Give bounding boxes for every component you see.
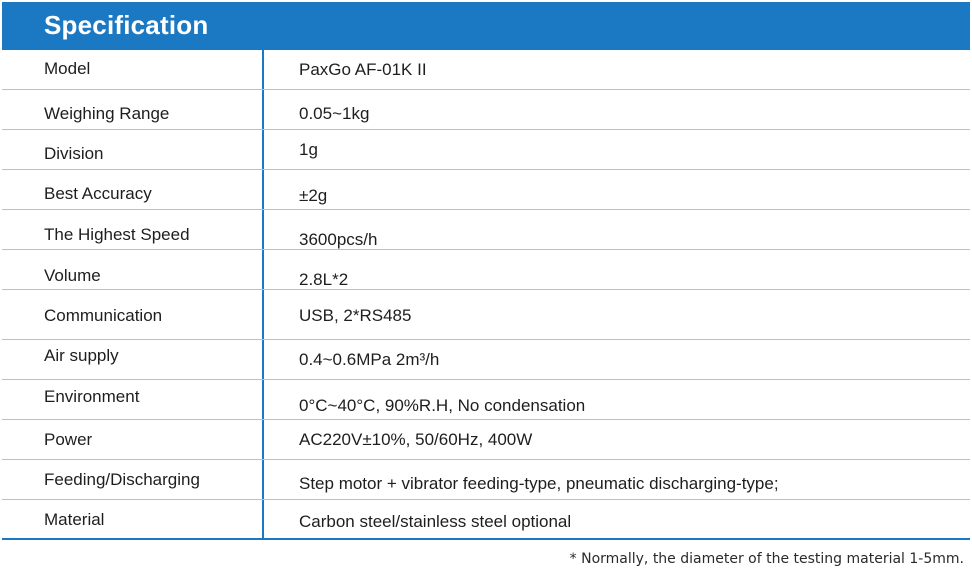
spec-value: 1g [299,140,318,159]
spec-label: Communication [44,306,163,325]
spec-value: USB, 2*RS485 [299,306,412,325]
spec-label: Feeding/Discharging [44,470,200,489]
spec-value: 2.8L*2 [299,270,349,289]
spec-value: 3600pcs/h [299,230,378,249]
spec-row-material [2,500,970,540]
spec-label: Power [44,430,93,449]
spec-label: Environment [44,387,140,406]
spec-row-communication [2,300,970,340]
spec-row-best-accuracy [2,170,970,210]
spec-row-weighing-range [2,90,970,130]
spec-label: Best Accuracy [44,184,152,203]
spec-row-environment [2,380,970,420]
spec-value: 0.05~1kg [299,104,370,123]
spec-row-feeding-discharging [2,460,970,500]
spec-value: Carbon steel/stainless steel optional [299,512,572,531]
spec-value: ±2g [299,186,328,205]
spec-row-division [2,130,970,170]
spec-row-volume [2,250,970,290]
spec-table [2,50,970,540]
spec-label: Volume [44,266,101,285]
spec-value: PaxGo AF-01K II [299,60,427,79]
spec-row-power [2,420,970,460]
spec-label: Division [44,144,104,163]
footnote: * Normally, the diameter of the testing material 1-5mm. [569,551,964,567]
spec-header [2,2,970,50]
spec-label: Material [44,510,105,529]
spec-value: 0°C~40°C, 90%R.H, No condensation [299,396,586,415]
spec-row-highest-speed [2,210,970,250]
spec-label: Model [44,59,91,78]
spec-label: Air supply [44,346,119,365]
spec-value: 0.4~0.6MPa 2m³/h [299,350,440,369]
spec-row-model [2,50,970,90]
spec-row-air-supply [2,340,970,380]
spec-label: The Highest Speed [44,225,190,244]
spec-label: Weighing Range [44,104,170,123]
spec-value: Step motor + vibrator feeding-type, pneumatic discharging-type; [299,474,779,493]
spec-value: AC220V±10%, 50/60Hz, 400W [299,430,533,449]
page-title: Specification [44,10,209,40]
